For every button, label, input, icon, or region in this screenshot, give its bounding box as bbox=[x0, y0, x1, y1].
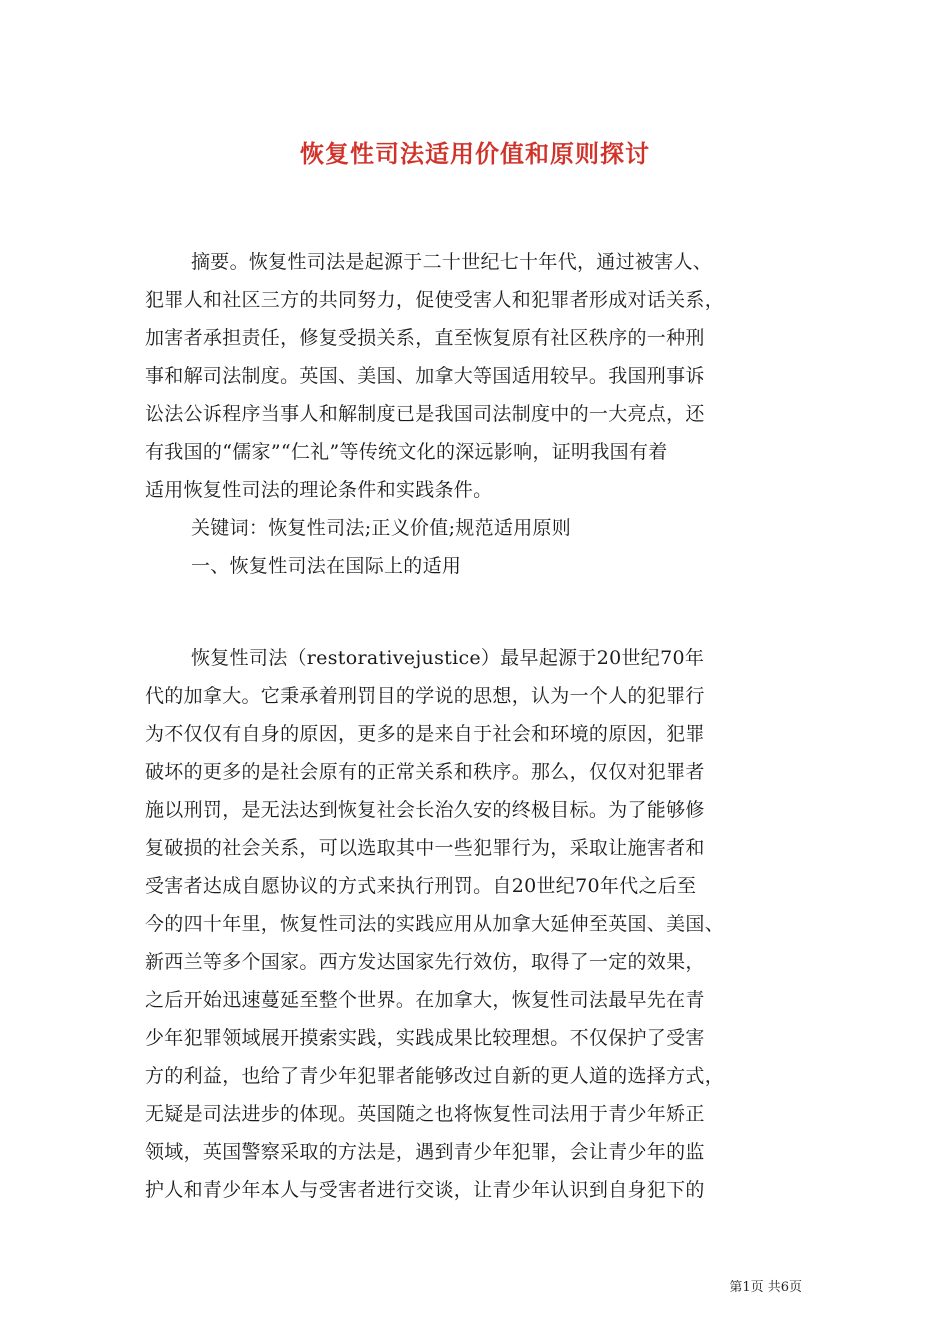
section-heading: 一、恢复性司法在国际上的适用 bbox=[191, 555, 462, 577]
abstract-line: 适用恢复性司法的理论条件和实践条件。 bbox=[145, 479, 493, 501]
body-line: 受害者达成自愿协议的方式来执行刑罚。自20世纪70年代之后至 bbox=[145, 875, 697, 897]
abstract-line: 犯罪人和社区三方的共同努力，促使受害人和犯罪者形成对话关系， bbox=[145, 289, 725, 311]
keywords-line: 关键词：恢复性司法;正义价值;规范适用原则 bbox=[191, 517, 572, 539]
body-line: 破坏的更多的是社会原有的正常关系和秩序。那么，仅仅对犯罪者 bbox=[145, 761, 705, 783]
body-line: 恢复性司法（restorativejustice）最早起源于20世纪70年 bbox=[191, 647, 705, 669]
abstract-line: 有我国的“儒家”“仁礼”等传统文化的深远影响，证明我国有着 bbox=[145, 441, 668, 463]
body-line: 新西兰等多个国家。西方发达国家先行效仿，取得了一定的效果， bbox=[145, 951, 705, 973]
body-line: 无疑是司法进步的体现。英国随之也将恢复性司法用于青少年矫正 bbox=[145, 1103, 705, 1125]
body-line: 少年犯罪领域展开摸索实践，实践成果比较理想。不仅保护了受害 bbox=[145, 1027, 705, 1049]
body-line: 代的加拿大。它秉承着刑罚目的学说的思想，认为一个人的犯罪行 bbox=[145, 685, 705, 707]
body-line: 护人和青少年本人与受害者进行交谈，让青少年认识到自身犯下的 bbox=[145, 1179, 705, 1201]
abstract-line: 讼法公诉程序当事人和解制度已是我国司法制度中的一大亮点，还 bbox=[145, 403, 705, 425]
body-line: 今的四十年里，恢复性司法的实践应用从加拿大延伸至英国、美国、 bbox=[145, 913, 725, 935]
body-line: 之后开始迅速蔓延至整个世界。在加拿大，恢复性司法最早先在青 bbox=[145, 989, 705, 1011]
abstract-line: 加害者承担责任，修复受损关系，直至恢复原有社区秩序的一种刑 bbox=[145, 327, 705, 349]
abstract-line: 摘要。恢复性司法是起源于二十世纪七十年代，通过被害人、 bbox=[191, 251, 713, 273]
body-section bbox=[145, 639, 813, 1209]
body-line: 复破损的社会关系，可以选取其中一些犯罪行为，采取让施害者和 bbox=[145, 837, 705, 859]
body-line: 领域，英国警察采取的方法是，遇到青少年犯罪，会让青少年的监 bbox=[145, 1141, 705, 1163]
abstract-section bbox=[145, 243, 813, 585]
body-line: 施以刑罚，是无法达到恢复社会长治久安的终极目标。为了能够修 bbox=[145, 799, 705, 821]
page-footer: 第1页 共6页 bbox=[729, 1280, 802, 1295]
abstract-line: 事和解司法制度。英国、美国、加拿大等国适用较早。我国刑事诉 bbox=[145, 365, 705, 387]
body-line: 方的利益，也给了青少年犯罪者能够改过自新的更人道的选择方式， bbox=[145, 1065, 725, 1087]
body-line: 为不仅仅有自身的原因，更多的是来自于社会和环境的原因，犯罪 bbox=[145, 723, 705, 745]
document-title: 恢复性司法适用价值和原则探讨 bbox=[300, 139, 650, 168]
